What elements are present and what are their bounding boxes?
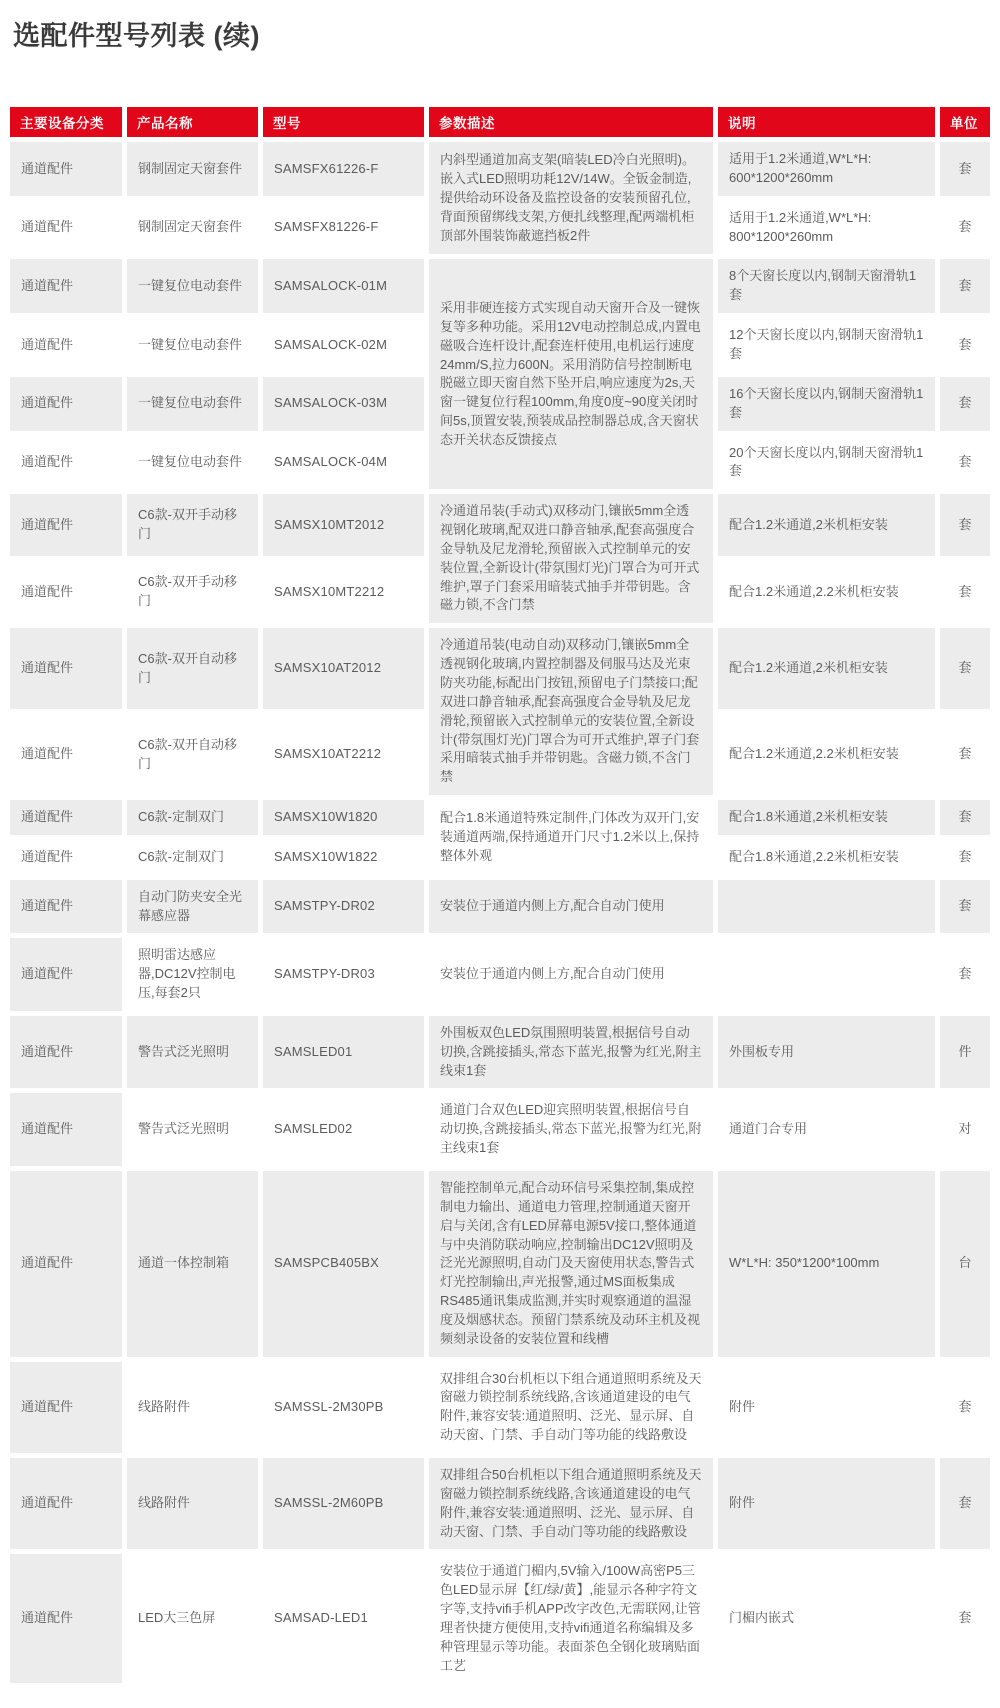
unit-cell: 套 <box>940 1554 990 1683</box>
unit-cell: 套 <box>940 880 990 934</box>
table-row <box>10 259 990 313</box>
note-cell: 外围板专用 <box>718 1016 935 1089</box>
product-name-cell: 一键复位电动套件 <box>127 259 258 313</box>
parameter-description-cell: 安装位于通道门楣内,5V输入/100W高密P5三色LED显示屏【红/绿/黄】,能显示各种字符文字等,支持vifi手机APP改字改色,无需联网,让管理者快捷方便使用,支持vifi通道名称编辑及多种管理显示等功能。表面茶色全钢化玻璃贴面工艺 <box>429 1554 713 1683</box>
parameter-description-cell: 内斜型通道加高支架(暗装LED冷白光照明)。嵌入式LED照明功耗12V/14W。全钣金制造,提供给动环设备及监控设备的安装预留孔位,背面预留绑线支架,方便扎线整理,配两端机柜顶部外围装饰蔽遮挡板2件 <box>429 142 713 254</box>
product-name-cell: C6款-定制双门 <box>127 800 258 835</box>
table-row <box>10 1093 990 1166</box>
unit-cell: 套 <box>940 714 990 795</box>
product-name-cell: C6款-双开手动移门 <box>127 494 258 556</box>
unit-cell: 对 <box>940 1093 990 1166</box>
product-name-cell: 一键复位电动套件 <box>127 318 258 372</box>
note-cell: 8个天窗长度以内,钢制天窗滑轨1套 <box>718 259 935 313</box>
product-name-cell: 警告式泛光照明 <box>127 1016 258 1089</box>
unit-cell: 套 <box>940 259 990 313</box>
model-cell: SAMSTPY-DR03 <box>263 938 424 1011</box>
note-cell: 配合1.2米通道,2.2米机柜安装 <box>718 561 935 623</box>
product-name-cell: 通道一体控制箱 <box>127 1171 258 1357</box>
unit-cell: 台 <box>940 1171 990 1357</box>
category-cell: 通道配件 <box>10 714 122 795</box>
unit-cell: 套 <box>940 318 990 372</box>
parameter-description-cell: 冷通道吊装(电动自动)双移动门,镶嵌5mm全透视钢化玻璃,内置控制器及伺服马达及光束防夹功能,标配出门按钮,预留电子门禁接口;配双进口静音轴承,配套高强度合金导轨及尼龙滑轮,预留嵌入式控制单元的安装位置,全新设计(带氛围灯光)门罩合为可开式维护,罩子门套采用暗装式抽手并带钥匙。含磁力锁,不含门禁 <box>429 628 713 795</box>
model-cell: SAMSAD-LED1 <box>263 1554 424 1683</box>
product-name-cell: 钢制固定天窗套件 <box>127 201 258 255</box>
category-cell: 通道配件 <box>10 800 122 835</box>
category-cell: 通道配件 <box>10 1458 122 1549</box>
category-cell: 通道配件 <box>10 259 122 313</box>
note-cell <box>718 938 935 1011</box>
note-cell: 附件 <box>718 1458 935 1549</box>
parameter-description-cell: 安装位于通道内侧上方,配合自动门使用 <box>429 938 713 1011</box>
product-name-cell: LED大三色屏 <box>127 1554 258 1683</box>
unit-cell: 套 <box>940 494 990 556</box>
category-cell: 通道配件 <box>10 880 122 934</box>
model-cell: SAMSSL-2M60PB <box>263 1458 424 1549</box>
unit-cell: 套 <box>940 142 990 196</box>
parameter-description-cell: 采用非硬连接方式实现自动天窗开合及一键恢复等多种功能。采用12V电动控制总成,内置电磁吸合连杆设计,配套连杆使用,电机运行速度24mm/S,拉力600N。采用消防信号控制断电脱磁立即天窗自然下坠开启,响应速度为2s,天窗一键复位行程100mm,角度0度~90度关闭时间5s,顶置安装,预装成品控制器总成,含天窗状态开关状态反馈接点 <box>429 259 713 489</box>
table-row <box>10 142 990 196</box>
product-name-cell: C6款-双开手动移门 <box>127 561 258 623</box>
product-name-cell: 一键复位电动套件 <box>127 377 258 431</box>
header-note: 说明 <box>718 107 935 137</box>
model-cell: SAMSLED01 <box>263 1016 424 1089</box>
header-model: 型号 <box>263 107 424 137</box>
unit-cell: 套 <box>940 1362 990 1453</box>
parameter-description-cell: 外围板双色LED氛围照明装置,根据信号自动切换,含跳接插头,常态下蓝光,报警为红光,附主线束1套 <box>429 1016 713 1089</box>
product-name-cell: 线路附件 <box>127 1458 258 1549</box>
parameter-description-cell: 安装位于通道内侧上方,配合自动门使用 <box>429 880 713 934</box>
category-cell: 通道配件 <box>10 436 122 490</box>
model-cell: SAMSALOCK-02M <box>263 318 424 372</box>
category-cell: 通道配件 <box>10 938 122 1011</box>
page-title: 选配件型号列表 (续) <box>13 21 260 51</box>
model-cell: SAMSX10W1822 <box>263 840 424 875</box>
unit-cell: 套 <box>940 561 990 623</box>
parameter-description-cell: 通道门合双色LED迎宾照明装置,根据信号自动切换,含跳接插头,常态下蓝光,报警为红光,附主线束1套 <box>429 1093 713 1166</box>
table-row <box>10 800 990 835</box>
category-cell: 通道配件 <box>10 377 122 431</box>
model-cell: SAMSX10AT2012 <box>263 628 424 709</box>
model-cell: SAMSX10AT2212 <box>263 714 424 795</box>
product-name-cell: 钢制固定天窗套件 <box>127 142 258 196</box>
note-cell: 适用于1.2米通道,W*L*H: 600*1200*260mm <box>718 142 935 196</box>
category-cell: 通道配件 <box>10 1554 122 1683</box>
product-name-cell: 警告式泛光照明 <box>127 1093 258 1166</box>
category-cell: 通道配件 <box>10 840 122 875</box>
header-product-name: 产品名称 <box>127 107 258 137</box>
category-cell: 通道配件 <box>10 494 122 556</box>
model-cell: SAMSX10W1820 <box>263 800 424 835</box>
accessory-spec-table <box>5 102 995 1688</box>
model-cell: SAMSTPY-DR02 <box>263 880 424 934</box>
note-cell: 门楣内嵌式 <box>718 1554 935 1683</box>
note-cell: 20个天窗长度以内,钢制天窗滑轨1套 <box>718 436 935 490</box>
table-row <box>10 1554 990 1683</box>
category-cell: 通道配件 <box>10 1093 122 1166</box>
model-cell: SAMSX10MT2012 <box>263 494 424 556</box>
table-body <box>10 142 990 1683</box>
category-cell: 通道配件 <box>10 142 122 196</box>
product-name-cell: C6款-双开自动移门 <box>127 628 258 709</box>
parameter-description-cell: 智能控制单元,配合动环信号采集控制,集成控制电力输出、通道电力管理,控制通道天窗开启与关闭,含有LED屏幕电源5V接口,整体通道与中央消防联动响应,控制输出DC12V照明及泛光光源照明,自动门及天窗使用状态,警告式灯光控制输出,声光报警,通过MS面板集成RS485通讯集成监测,并实时观察通道的温湿度及烟感状态。预留门禁系统及动环主机及视频刻录设备的安装位置和线槽 <box>429 1171 713 1357</box>
product-name-cell: 一键复位电动套件 <box>127 436 258 490</box>
table-row <box>10 1171 990 1357</box>
unit-cell: 套 <box>940 628 990 709</box>
parameter-description-cell: 双排组合50台机柜以下组合通道照明系统及天窗磁力锁控制系统线路,含该通道建设的电气附件,兼容安装:通道照明、泛光、显示屏、自动天窗、门禁、手自动门等功能的线路敷设 <box>429 1458 713 1549</box>
table-row <box>10 880 990 934</box>
model-cell: SAMSALOCK-03M <box>263 377 424 431</box>
unit-cell: 套 <box>940 1458 990 1549</box>
product-name-cell: 自动门防夹安全光幕感应器 <box>127 880 258 934</box>
table-row <box>10 1458 990 1549</box>
note-cell: 配合1.8米通道,2.2米机柜安装 <box>718 840 935 875</box>
model-cell: SAMSLED02 <box>263 1093 424 1166</box>
model-cell: SAMSX10MT2212 <box>263 561 424 623</box>
note-cell: 配合1.2米通道,2.2米机柜安装 <box>718 714 935 795</box>
unit-cell: 套 <box>940 377 990 431</box>
parameter-description-cell: 冷通道吊装(手动式)双移动门,镶嵌5mm全透视钢化玻璃,配双进口静音轴承,配套高强度合金导轨及尼龙滑轮,预留嵌入式控制单元的安装位置,全新设计(带氛围灯光)门罩合为可开式维护,罩子门套采用暗装式抽手并带钥匙。含磁力锁,不含门禁 <box>429 494 713 623</box>
unit-cell: 件 <box>940 1016 990 1089</box>
model-cell: SAMSSL-2M30PB <box>263 1362 424 1453</box>
model-cell: SAMSFX81226-F <box>263 201 424 255</box>
note-cell: 通道门合专用 <box>718 1093 935 1166</box>
product-name-cell: C6款-双开自动移门 <box>127 714 258 795</box>
product-name-cell: 照明雷达感应器,DC12V控制电压,每套2只 <box>127 938 258 1011</box>
unit-cell: 套 <box>940 840 990 875</box>
header-category: 主要设备分类 <box>10 107 122 137</box>
model-cell: SAMSALOCK-01M <box>263 259 424 313</box>
unit-cell: 套 <box>940 800 990 835</box>
category-cell: 通道配件 <box>10 1171 122 1357</box>
header-unit: 单位 <box>940 107 990 137</box>
table-row <box>10 938 990 1011</box>
category-cell: 通道配件 <box>10 561 122 623</box>
model-cell: SAMSALOCK-04M <box>263 436 424 490</box>
table-row <box>10 628 990 709</box>
note-cell: 配合1.2米通道,2米机柜安装 <box>718 494 935 556</box>
category-cell: 通道配件 <box>10 1016 122 1089</box>
table-row <box>10 1362 990 1453</box>
model-cell: SAMSPCB405BX <box>263 1171 424 1357</box>
parameter-description-cell: 双排组合30台机柜以下组合通道照明系统及天窗磁力锁控制系统线路,含该通道建设的电气附件,兼容安装:通道照明、泛光、显示屏、自动天窗、门禁、手自动门等功能的线路敷设 <box>429 1362 713 1453</box>
unit-cell: 套 <box>940 938 990 1011</box>
note-cell: 适用于1.2米通道,W*L*H: 800*1200*260mm <box>718 201 935 255</box>
note-cell: 12个天窗长度以内,钢制天窗滑轨1套 <box>718 318 935 372</box>
product-name-cell: C6款-定制双门 <box>127 840 258 875</box>
parameter-description-cell: 配合1.8米通道特殊定制件,门体改为双开门,安装通道两端,保持通道开门尺寸1.2米以上,保持整体外观 <box>429 800 713 875</box>
note-cell: W*L*H: 350*1200*100mm <box>718 1171 935 1357</box>
note-cell: 附件 <box>718 1362 935 1453</box>
category-cell: 通道配件 <box>10 318 122 372</box>
table-row <box>10 494 990 556</box>
category-cell: 通道配件 <box>10 1362 122 1453</box>
note-cell: 配合1.2米通道,2米机柜安装 <box>718 628 935 709</box>
category-cell: 通道配件 <box>10 201 122 255</box>
model-cell: SAMSFX61226-F <box>263 142 424 196</box>
table-row <box>10 1016 990 1089</box>
table-header <box>10 107 990 137</box>
category-cell: 通道配件 <box>10 628 122 709</box>
unit-cell: 套 <box>940 436 990 490</box>
note-cell <box>718 880 935 934</box>
unit-cell: 套 <box>940 201 990 255</box>
note-cell: 配合1.8米通道,2米机柜安装 <box>718 800 935 835</box>
product-name-cell: 线路附件 <box>127 1362 258 1453</box>
header-parameter-description: 参数描述 <box>429 107 713 137</box>
note-cell: 16个天窗长度以内,钢制天窗滑轨1套 <box>718 377 935 431</box>
